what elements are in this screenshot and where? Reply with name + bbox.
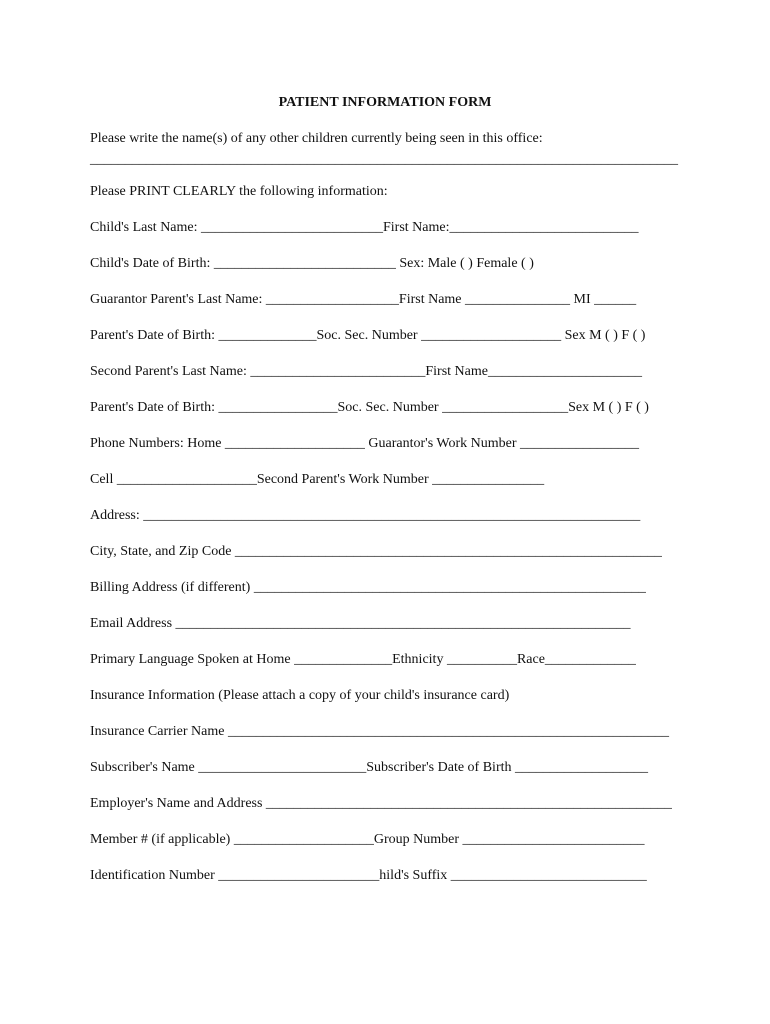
second-parent-name-row[interactable]: Second Parent's Last Name: _________________________First Name______________________ — [90, 364, 642, 379]
city-state-zip-row[interactable]: City, State, and Zip Code _____________________________________________________________ — [90, 544, 662, 559]
other-children-line[interactable]: ____________________________________________________________________________________ — [90, 152, 678, 167]
print-clearly-instruction: Please PRINT CLEARLY the following information: — [90, 184, 388, 199]
subscriber-row[interactable]: Subscriber's Name ________________________Subscriber's Date of Birth ___________________ — [90, 760, 648, 775]
child-name-row[interactable]: Child's Last Name: __________________________First Name:___________________________ — [90, 220, 639, 235]
insurance-info-heading: Insurance Information (Please attach a copy of your child's insurance card) — [90, 688, 510, 703]
address-row[interactable]: Address: _______________________________________________________________________ — [90, 508, 641, 523]
cell-row[interactable]: Cell ____________________Second Parent's Work Number ________________ — [90, 472, 545, 487]
phone-numbers-row[interactable]: Phone Numbers: Home ____________________ Guarantor's Work Number _________________ — [90, 436, 640, 451]
member-group-row[interactable]: Member # (if applicable) ____________________Group Number __________________________ — [90, 832, 645, 847]
language-ethnicity-race-row[interactable]: Primary Language Spoken at Home ______________Ethnicity __________Race_____________ — [90, 652, 636, 667]
insurance-carrier-row[interactable]: Insurance Carrier Name _______________________________________________________________ — [90, 724, 669, 739]
identification-suffix-row[interactable]: Identification Number _______________________hild's Suffix ____________________________ — [90, 868, 647, 883]
employer-row[interactable]: Employer's Name and Address __________________________________________________________ — [90, 796, 672, 811]
form-title: PATIENT INFORMATION FORM — [278, 95, 492, 110]
guarantor-name-row[interactable]: Guarantor Parent's Last Name: ___________________First Name _______________ MI ______ — [90, 292, 637, 307]
billing-address-row[interactable]: Billing Address (if different) ________________________________________________________ — [90, 580, 646, 595]
email-row[interactable]: Email Address _________________________________________________________________ — [90, 616, 631, 631]
second-parent-dob-ssn-row[interactable]: Parent's Date of Birth: _________________Soc. Sec. Number __________________Sex M ( ) F ( ) — [90, 400, 649, 415]
other-children-prompt: Please write the name(s) of any other children currently being seen in this office: — [90, 131, 543, 146]
parent-dob-ssn-row[interactable]: Parent's Date of Birth: ______________Soc. Sec. Number ____________________ Sex M ( ) F ( ) — [90, 328, 646, 343]
child-dob-sex-row[interactable]: Child's Date of Birth: __________________________ Sex: Male ( ) Female ( ) — [90, 256, 534, 271]
